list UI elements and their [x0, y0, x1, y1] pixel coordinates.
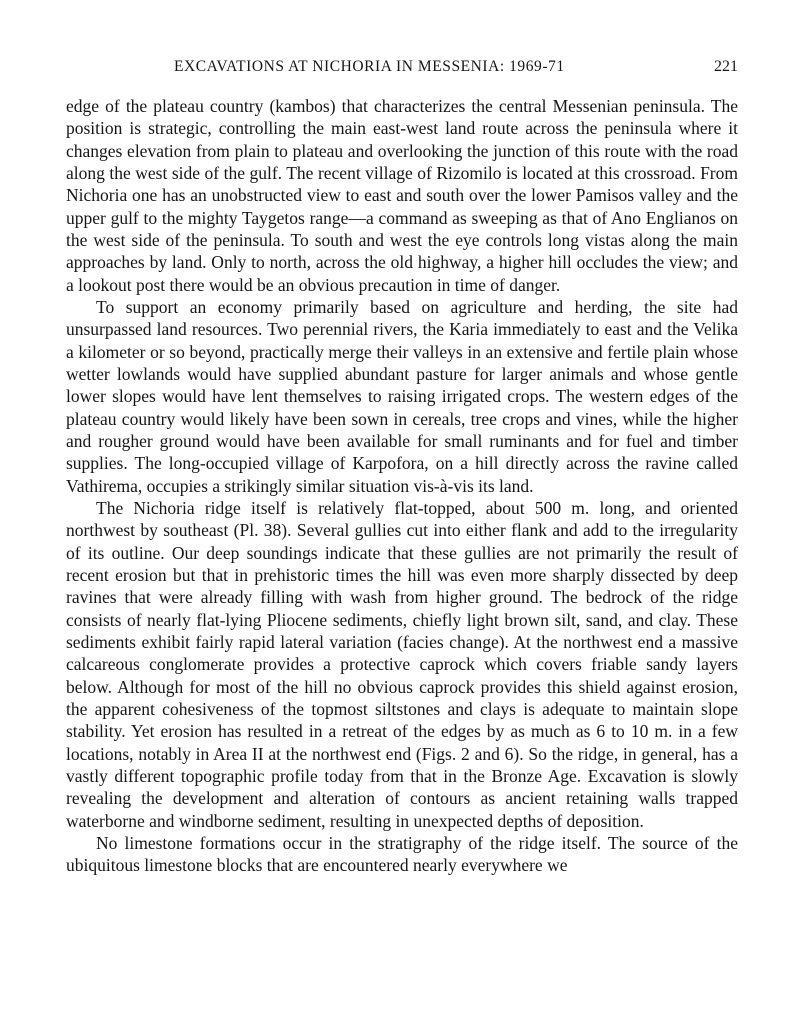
- paragraph-economy: To support an economy primarily based on agriculture and herding, the site had unsurpassed land resources. Two perennial rivers, the Karia immediately to east and the Velika a kilometer or so beyond, practically merge their valleys in an extensive and fertile plain whose wetter lowlands would have supplied abundant pasture for larger animals and whose gentle lower slopes would have lent themselves to raising irrigated crops. The western edges of the plateau country would likely have been sown in cereals, tree crops and vines, while the higher and rougher ground would have been available for small ruminants and for fuel and timber supplies. The long-occupied village of Karpofora, on a hill directly across the ravine called Vathirema, occupies a strikingly similar situation vis-à-vis its land.: [66, 296, 738, 496]
- paragraph-ridge: The Nichoria ridge itself is relatively flat-topped, about 500 m. long, and oriented northwest by southeast (Pl. 38). Several gullies cut into either flank and add to the irregularity of its outline. Our deep soundings indicate that these gullies are not primarily the result of recent erosion but that in prehistoric times the hill was even more sharply dissected by deep ravines that were already filling with wash from higher ground. The bedrock of the ridge consists of nearly flat-lying Pliocene sediments, chiefly light brown silt, sand, and clay. These sediments exhibit fairly rapid lateral variation (facies change). At the northwest end a massive calcareous conglomerate provides a protective caprock which covers friable sandy layers below. Although for most of the hill no obvious caprock provides this shield against erosion, the apparent cohesiveness of the topmost siltstones and clays is adequate to maintain slope stability. Yet erosion has resulted in a retreat of the edges by as much as 6 to 10 m. in a few locations, notably in Area II at the northwest end (Figs. 2 and 6). So the ridge, in general, has a vastly different topographic profile today from that in the Bronze Age. Excavation is slowly revealing the development and alteration of contours as ancient retaining walls trapped waterborne and windborne sediment, resulting in unexpected depths of deposition.: [66, 497, 738, 831]
- body-text: [66, 95, 738, 876]
- running-head: [66, 58, 738, 80]
- running-title: EXCAVATIONS AT NICHORIA IN MESSENIA: 1969-71: [174, 58, 565, 75]
- paragraph-continued: edge of the plateau country (kambos) that characterizes the central Messenian peninsula. The position is strategic, controlling the main east-west land route across the peninsula where it changes elevation from plain to plateau and overlooking the junction of this route with the road along the west side of the gulf. The recent village of Rizomilo is located at this crossroad. From Nichoria one has an unobstructed view to east and south over the lower Pamisos valley and the upper gulf to the mighty Taygetos range—a command as sweeping as that of Ano Englianos on the west side of the peninsula. To south and west the eye controls long vistas along the main approaches by land. Only to north, across the old highway, a higher hill occludes the view; and a lookout post there would be an obvious precaution in time of danger.: [66, 96, 738, 295]
- paragraph-limestone: No limestone formations occur in the stratigraphy of the ridge itself. The source of the ubiquitous limestone blocks that are encountered nearly everywhere we: [66, 832, 738, 876]
- page-number: 221: [714, 58, 738, 75]
